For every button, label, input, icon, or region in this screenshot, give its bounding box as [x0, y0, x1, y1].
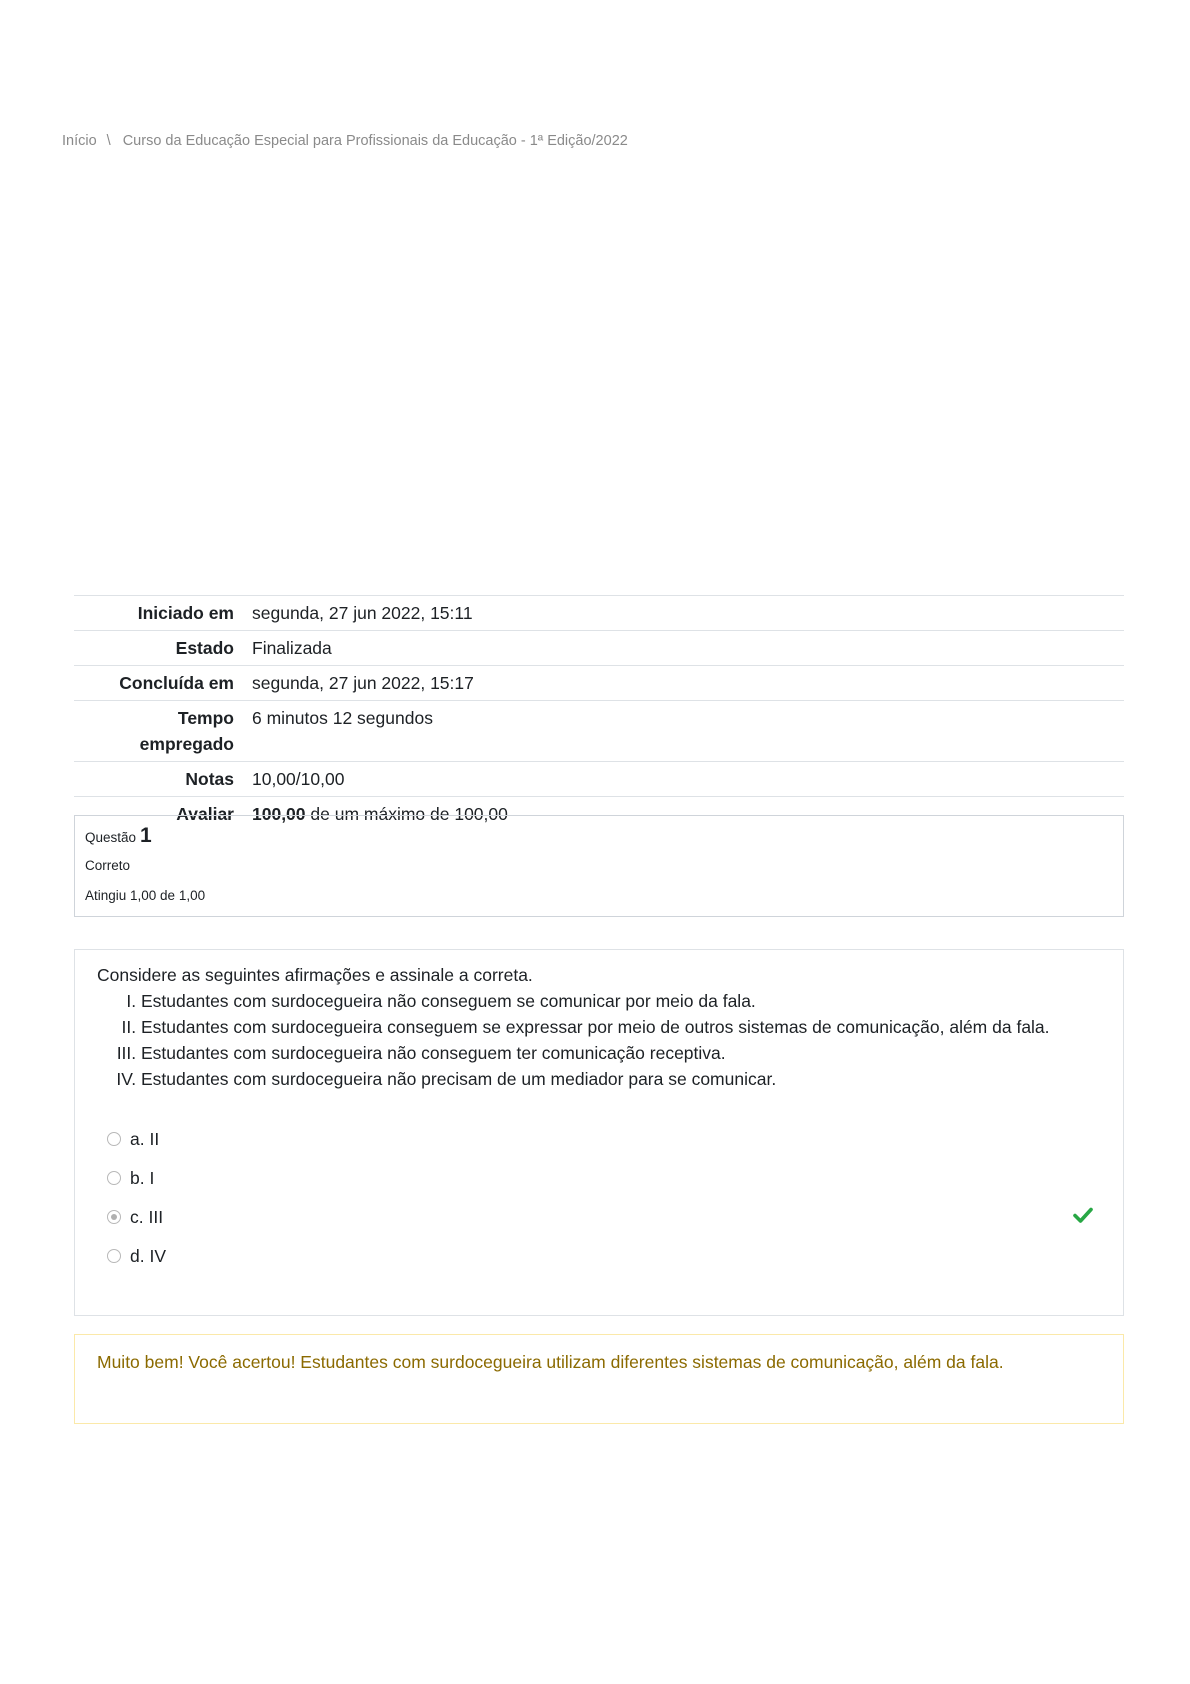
radio-button[interactable] [107, 1171, 121, 1185]
statement-item: II. Estudantes com surdocegueira conseguem se expressar por meio de outros sistemas de comunicação, além da fala. [141, 1014, 1101, 1040]
answer-option-b[interactable] [97, 1158, 1101, 1197]
summary-row [74, 596, 1124, 631]
summary-label: Iniciado em [137, 603, 234, 623]
answer-option-a[interactable] [97, 1119, 1101, 1158]
statement-item: IV. Estudantes com surdocegueira não precisam de um mediador para se comunicar. [141, 1066, 1101, 1092]
grade-max: de um máximo de 100,00 [305, 804, 508, 824]
summary-label: Tempo empregado [139, 708, 234, 754]
feedback-text: Muito bem! Você acertou! Estudantes com surdocegueira utilizam diferentes sistemas de comunicação, além da fala. [97, 1352, 1004, 1372]
breadcrumb-separator: \ [106, 133, 111, 149]
question-number-value: 1 [140, 824, 152, 847]
summary-value: Finalizada [252, 638, 332, 658]
answer-label: c. III [130, 1206, 164, 1227]
statement-list [97, 988, 1101, 1092]
summary-value: segunda, 27 jun 2022, 15:17 [252, 673, 474, 693]
answer-label: a. II [130, 1128, 160, 1149]
feedback-box [74, 1334, 1124, 1424]
breadcrumb [62, 133, 628, 149]
answer-options [97, 1119, 1101, 1275]
radio-button[interactable] [107, 1249, 121, 1263]
summary-label: Avaliar [176, 804, 234, 824]
question-info [74, 815, 1124, 917]
summary-row [74, 701, 1124, 762]
summary-row [74, 631, 1124, 666]
question-prompt: Considere as seguintes afirmações e assinale a correta. [97, 965, 533, 985]
summary-label: Estado [175, 638, 234, 658]
answer-label: d. IV [130, 1245, 166, 1266]
radio-button-selected[interactable] [107, 1210, 121, 1224]
summary-row [74, 762, 1124, 797]
question-formulation [74, 949, 1124, 1316]
question-state: Correto [85, 858, 131, 873]
attempt-summary-table [74, 595, 1124, 831]
grade-value: 100,00 [252, 804, 306, 824]
summary-label: Concluída em [119, 673, 234, 693]
breadcrumb-course-link[interactable]: Curso da Educação Especial para Profissionais da Educação - 1ª Edição/2022 [122, 133, 628, 149]
summary-label: Notas [185, 769, 234, 789]
statement-item: I. Estudantes com surdocegueira não conseguem se comunicar por meio da fala. [141, 988, 1101, 1014]
summary-value: 10,00/10,00 [252, 769, 345, 789]
summary-value: segunda, 27 jun 2022, 15:11 [252, 603, 473, 623]
breadcrumb-home-link[interactable]: Início [62, 133, 97, 149]
radio-button[interactable] [107, 1132, 121, 1146]
answer-option-c[interactable] [97, 1197, 1101, 1236]
summary-value: 6 minutos 12 segundos [252, 708, 433, 728]
answer-option-d[interactable] [97, 1236, 1101, 1275]
question-grade: Atingiu 1,00 de 1,00 [85, 888, 206, 903]
summary-row [74, 666, 1124, 701]
question-label: Questão [85, 830, 137, 845]
check-icon [1073, 1206, 1093, 1224]
answer-label: b. I [130, 1167, 155, 1188]
question-number [85, 824, 1113, 848]
statement-item: III. Estudantes com surdocegueira não conseguem ter comunicação receptiva. [141, 1040, 1101, 1066]
